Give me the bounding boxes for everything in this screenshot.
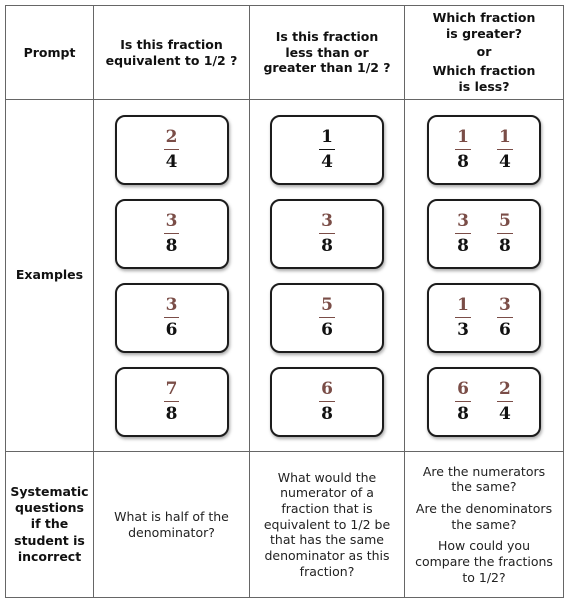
header-line: or <box>476 43 492 59</box>
fraction <box>164 210 180 256</box>
header-line: greater than 1/2 ? <box>263 60 391 76</box>
fraction-denominator: 8 <box>165 235 178 256</box>
fraction <box>455 210 471 256</box>
fraction-card <box>270 115 384 185</box>
header-less-greater <box>250 6 405 100</box>
fraction-card <box>427 115 541 185</box>
fraction <box>497 378 513 424</box>
fraction <box>319 210 335 256</box>
fraction-numerator: 7 <box>164 381 180 402</box>
header-line: Which fraction <box>432 10 536 26</box>
header-line: equivalent to 1/2 ? <box>105 52 238 68</box>
question-text: Are the denominators the same? <box>415 501 553 532</box>
question-text: What is half of the denominator? <box>114 508 229 540</box>
fraction-card <box>115 199 229 269</box>
fraction-numerator: 3 <box>455 213 471 234</box>
header-row <box>6 6 564 100</box>
fraction <box>497 210 513 256</box>
fraction-denominator: 4 <box>321 151 333 172</box>
fraction <box>455 378 471 424</box>
fraction-numerator: 6 <box>455 381 471 402</box>
examples-label-cell <box>6 100 94 452</box>
fraction-denominator: 4 <box>499 403 511 424</box>
fraction-card <box>270 367 384 437</box>
question-which-greater <box>405 452 564 598</box>
fraction-denominator: 8 <box>321 235 333 256</box>
fraction-numerator: 5 <box>497 213 513 234</box>
fraction-denominator: 8 <box>457 403 469 424</box>
header-prompt <box>6 6 94 100</box>
systematic-label-cell <box>6 452 94 598</box>
header-line: Is this fraction <box>120 36 223 52</box>
fraction <box>164 378 180 424</box>
systematic-label-line: Systematic <box>10 483 89 499</box>
card-stack <box>405 105 563 447</box>
fraction <box>164 294 180 340</box>
fraction-numerator: 2 <box>164 129 180 150</box>
fraction-denominator: 8 <box>165 403 178 424</box>
examples-col-less-greater <box>250 100 405 452</box>
header-line: is greater? <box>446 26 522 42</box>
fraction-card <box>270 283 384 353</box>
fraction-numerator: 1 <box>319 129 335 150</box>
fraction-denominator: 6 <box>165 319 178 340</box>
header-prompt-label: Prompt <box>23 44 76 60</box>
fraction-numerator: 1 <box>455 129 471 150</box>
fraction-numerator: 6 <box>319 381 335 402</box>
fraction-numerator: 2 <box>497 381 513 402</box>
question-less-greater <box>250 452 405 598</box>
header-line: Which fraction <box>432 63 536 79</box>
header-line: less than or <box>285 44 369 60</box>
fraction <box>319 126 335 172</box>
fraction <box>455 294 471 340</box>
fraction <box>319 378 335 424</box>
fraction-numerator: 5 <box>319 297 335 318</box>
fraction-denominator: 8 <box>457 235 469 256</box>
fraction-denominator: 4 <box>165 151 178 172</box>
fraction <box>319 294 335 340</box>
examples-col-which-greater <box>405 100 564 452</box>
fraction-numerator: 3 <box>164 297 180 318</box>
fraction <box>497 126 513 172</box>
fraction-denominator: 8 <box>457 151 469 172</box>
question-equivalent <box>94 452 250 598</box>
question-text: How could you compare the fractions to 1/2? <box>415 538 553 585</box>
systematic-questions-row <box>6 452 564 598</box>
header-equivalent <box>94 6 250 100</box>
fraction-numerator: 1 <box>455 297 471 318</box>
examples-row <box>6 100 564 452</box>
fraction-denominator: 8 <box>499 235 511 256</box>
question-text: What would the numerator of a fraction that is equivalent to 1/2 be that has the same denominator as this fraction? <box>263 469 391 579</box>
fraction <box>497 294 513 340</box>
systematic-label-line: student is <box>14 532 85 548</box>
fraction-card <box>115 367 229 437</box>
fraction-denominator: 8 <box>321 403 333 424</box>
examples-label: Examples <box>15 267 84 283</box>
header-line: is less? <box>458 78 510 94</box>
fraction-card <box>115 115 229 185</box>
fraction-card <box>427 283 541 353</box>
question-text: Are the numerators the same? <box>422 463 546 495</box>
systematic-label-line: if the <box>30 516 69 532</box>
fraction <box>455 126 471 172</box>
header-which-greater <box>405 6 564 100</box>
fraction-comparison-table <box>5 5 564 598</box>
examples-col-equivalent <box>94 100 250 452</box>
fraction-card <box>115 283 229 353</box>
fraction-denominator: 6 <box>499 319 511 340</box>
fraction-denominator: 6 <box>321 319 333 340</box>
fraction-numerator: 3 <box>319 213 335 234</box>
fraction-numerator: 3 <box>164 213 180 234</box>
fraction-denominator: 4 <box>499 151 511 172</box>
fraction-card <box>427 199 541 269</box>
header-line: Is this fraction <box>275 29 379 45</box>
systematic-label-line: incorrect <box>17 548 82 564</box>
fraction-numerator: 3 <box>497 297 513 318</box>
systematic-label-line: questions <box>15 500 84 516</box>
card-stack <box>94 105 249 447</box>
fraction-card <box>270 199 384 269</box>
fraction-denominator: 3 <box>457 319 469 340</box>
fraction-numerator: 1 <box>497 129 513 150</box>
fraction <box>164 126 180 172</box>
card-stack <box>250 105 404 447</box>
fraction-card <box>427 367 541 437</box>
